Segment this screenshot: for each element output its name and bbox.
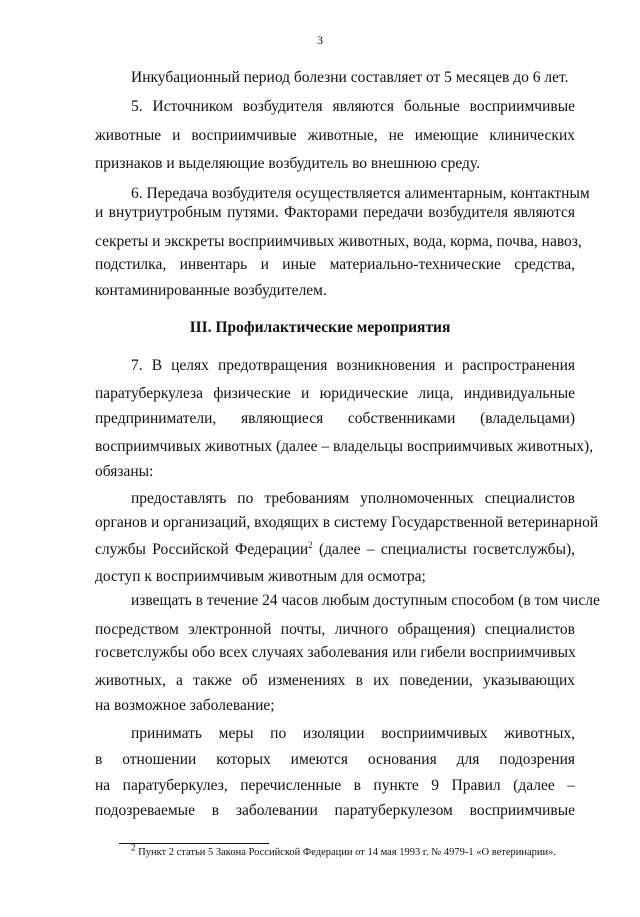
footnote-ref: 2 <box>308 539 313 550</box>
measures-line-3: на паратуберкулез, перечисленные в пункте 9 Правил (далее – <box>95 777 575 794</box>
p6-line-1: 6. Передача возбудителя осуществляется алиментарным, контактным <box>131 185 590 202</box>
measures-line-4: подозреваемые в заболевании паратуберкулезом восприимчивые <box>95 802 575 819</box>
provide-line-3-b: (далее – специалисты госветслужбы), <box>318 541 576 558</box>
notify-line-5: на возможное заболевание; <box>95 697 275 714</box>
p7-line-3: предприниматели, являющиеся собственниками (владельцами) <box>95 410 575 427</box>
measures-line-1: принимать меры по изоляции восприимчивых животных, <box>131 725 575 742</box>
p6-line-4: подстилка, инвентарь и иные материально-технические средства, <box>95 256 575 273</box>
p7-line-2: паратуберкулеза физические и юридические лица, индивидуальные <box>95 385 575 402</box>
provide-line-2: органов и организаций, входящих в систему Государственной ветеринарной <box>95 514 599 531</box>
p6-line-3: секреты и экскреты восприимчивых животных, вода, корма, почва, навоз, <box>95 233 582 250</box>
p5-line-3: признаков и выделяющие возбудитель во внешнюю среду. <box>95 155 480 172</box>
footnote-mark: 2 <box>131 842 136 853</box>
provide-line-4: доступ к восприимчивым животным для осмотра; <box>95 568 426 585</box>
notify-line-3: госветслужбы обо всех случаях заболевания или гибели восприимчивых <box>95 644 576 661</box>
provide-line-1: предоставлять по требованиям уполномоченных специалистов <box>131 490 575 507</box>
incubation-line: Инкубационный период болезни составляет от 5 месяцев до 6 лет. <box>131 69 569 86</box>
notify-line-4: животных, а также об изменениях в их поведении, указывающих <box>95 672 575 689</box>
measures-line-2: в отношении которых имеются основания для подозрения <box>95 751 575 768</box>
footnote-divider <box>119 843 269 844</box>
provide-line-3-a: службы Российской Федерации <box>95 541 309 558</box>
p5-line-2: животные и восприимчивые животные, не имеющие клинических <box>95 127 575 144</box>
provide-line-3 <box>95 540 575 560</box>
notify-line-2: посредством электронной почты, личного обращения) специалистов <box>95 621 575 638</box>
footnote <box>131 842 591 860</box>
p7-line-1: 7. В целях предотвращения возникновения и распространения <box>131 357 575 374</box>
section-heading: III. Профилактические мероприятия <box>189 319 451 336</box>
p7-line-4: восприимчивых животных (далее – владельцы восприимчивых животных), <box>95 438 594 455</box>
p6-line-5: контаминированные возбудителем. <box>95 282 327 299</box>
footnote-text: Пункт 2 статьи 5 Закона Российской Федерации от 14 мая 1993 г. № 4979-1 «О ветеринарии». <box>138 847 557 858</box>
p5-line-1: 5. Источником возбудителя являются больные восприимчивые <box>131 98 575 115</box>
page-number: 3 <box>317 33 323 47</box>
notify-line-1: извещать в течение 24 часов любым доступным способом (в том числе <box>131 592 600 609</box>
p7-line-5: обязаны: <box>95 463 154 480</box>
p6-line-2: и внутриутробным путями. Факторами передачи возбудителя являются <box>95 204 575 221</box>
